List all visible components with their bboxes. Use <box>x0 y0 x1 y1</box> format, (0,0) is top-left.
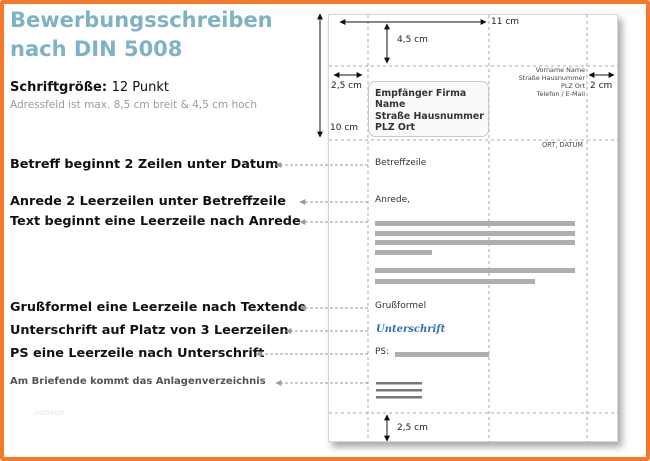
salutation-line: Anrede, <box>375 195 411 205</box>
dim-label-address-height: 10 cm <box>330 123 359 133</box>
dim-label-top-height: 4,5 cm <box>397 35 428 45</box>
address-field-note: Adressfeld ist max. 8,5 cm breit & 4,5 cm hoch <box>10 99 257 111</box>
recipient-line: PLZ Ort <box>375 121 415 133</box>
dim-label-left-margin: 2,5 cm <box>331 81 362 91</box>
signature: Unterschrift <box>376 324 446 335</box>
sender-line: Telefon / E-Mail <box>536 90 585 98</box>
dim-label-top-width: 11 cm <box>491 17 520 27</box>
recipient-line: Name <box>375 99 406 111</box>
ps-label: PS: <box>375 347 390 357</box>
recipient-line: Empfänger Firma <box>375 88 467 99</box>
annotation-enclosures: Am Briefende kommt das Anlagenverzeichnis <box>10 376 266 387</box>
date-line: ORT, DATUM <box>541 141 583 149</box>
font-size-value: 12 Punkt <box>111 80 169 95</box>
annotation-closing: Grußformel eine Leerzeile nach Textende <box>10 300 307 315</box>
annotation-salutation: Anrede 2 Leerzeilen unter Betreffzeile <box>10 194 286 209</box>
font-size-label: Schriftgröße: <box>10 80 108 95</box>
sender-line: PLZ Ort <box>561 82 585 90</box>
annotation-text-start: Text beginnt eine Leerzeile nach Anrede <box>10 214 301 229</box>
dim-label-right-margin: 2 cm <box>590 81 613 91</box>
annotation-ps: PS eine Leerzeile nach Unterschrift <box>10 346 265 361</box>
annotation-subject: Betreff beginnt 2 Zeilen unter Datum <box>10 157 279 172</box>
subject-line: Betreffzeile <box>375 158 427 168</box>
recipient-line: Straße Hausnummer <box>375 110 484 122</box>
faint-watermark-text: vorlage <box>34 408 65 417</box>
dim-label-bottom-margin: 2,5 cm <box>397 423 428 433</box>
closing-line: Grußformel <box>375 301 427 311</box>
page-title: Bewerbungsschreiben nach DIN 5008 <box>10 8 273 61</box>
sender-line: Vorname Name <box>535 66 585 74</box>
annotation-signature: Unterschrift auf Platz von 3 Leerzeilen <box>10 323 289 338</box>
sender-line: Straße Hausnummer <box>518 74 585 82</box>
